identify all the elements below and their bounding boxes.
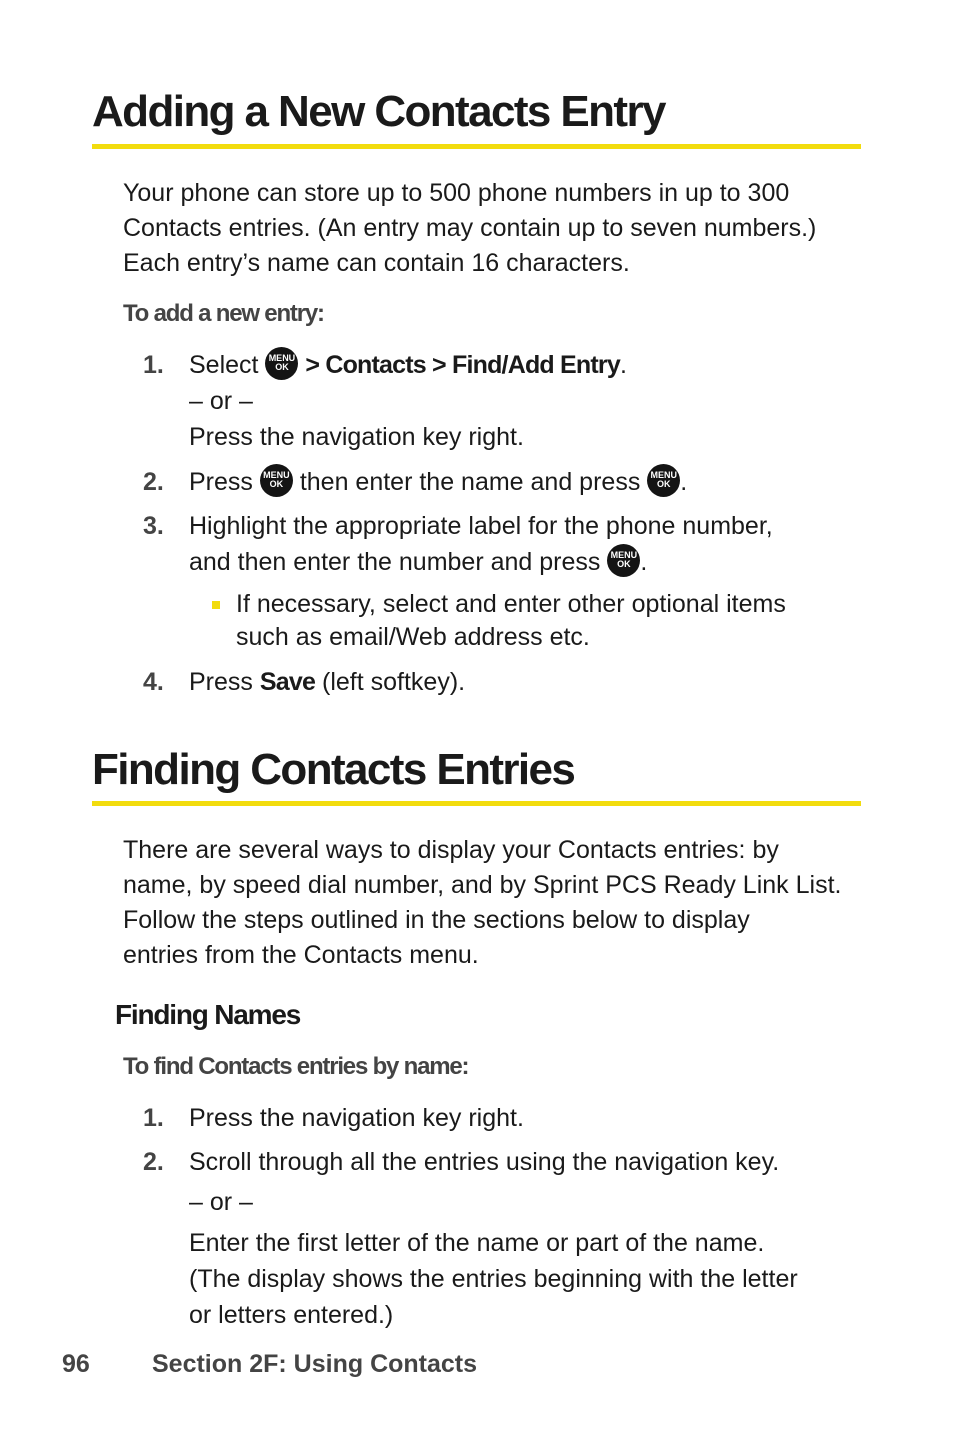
bullet-square-icon [212,601,220,609]
save-softkey-label: Save [259,668,316,696]
menu-ok-icon: MENU OK [607,544,640,577]
lead-find-by-name: To find Contacts entries by name: [123,1053,469,1080]
menu-ok-icon: MENU OK [647,464,680,497]
title-underline [92,144,861,149]
menu-ok-icon: MENU OK [260,464,293,497]
section-title-finding-entries: Finding Contacts Entries [92,745,575,794]
title-underline [92,801,861,806]
menu-path: > Contacts > Find/Add Entry [305,351,620,379]
intro-paragraph: Your phone can store up to 500 phone numbers in up to 300 Contacts entries. (An entry may contain up to seven numbers.) Each entry’s name can contain 16 characters. [123,179,817,277]
page-footer [62,1350,478,1379]
section-title-adding-entry: Adding a New Contacts Entry [92,87,665,136]
page-number: 96 [62,1350,90,1378]
intro-paragraph: There are several ways to display your Contacts entries: by name, by speed dial number, and by Sprint PCS Ready Link List. Follow the steps outlined in the sections below to display entries from the Contacts menu. [123,836,842,969]
lead-add-entry: To add a new entry: [123,300,324,327]
subheading-finding-names: Finding Names [115,999,301,1030]
footer-section-title: Section 2F: Using Contacts [152,1350,478,1378]
menu-ok-icon: MENU OK [265,347,298,380]
